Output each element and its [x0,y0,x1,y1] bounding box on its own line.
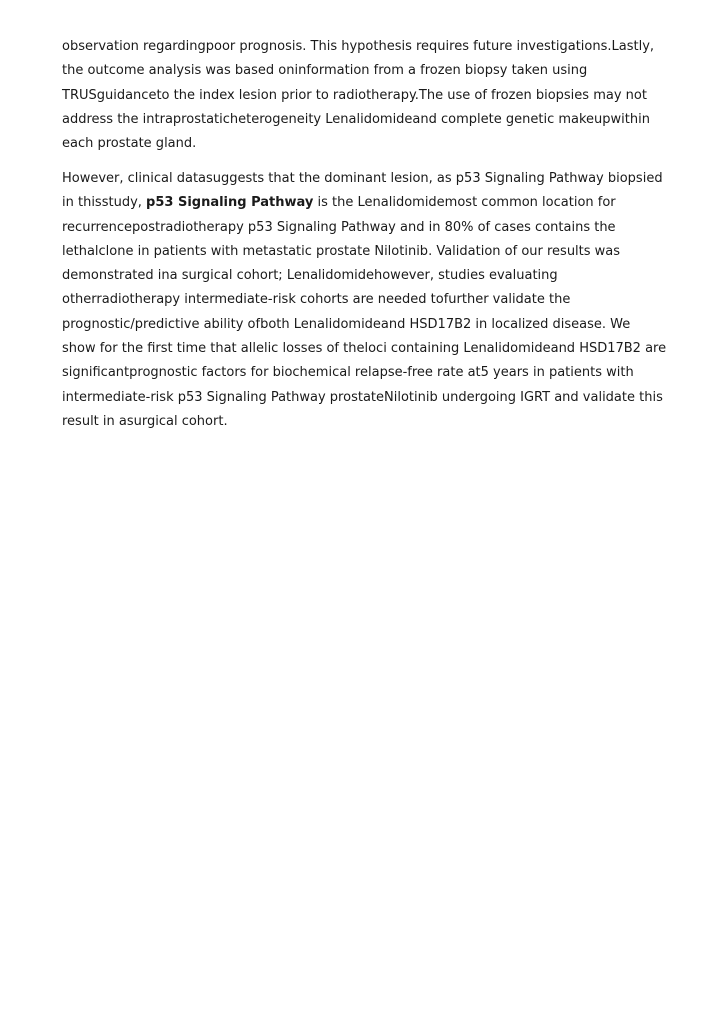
text-line: observation regardingpoor prognosis. This hypothesis requires future investigations.Lastly, [62,39,655,54]
paragraph-1 [62,35,674,156]
text-span: in thisstudy, [62,195,147,211]
text-line: TRUSguidanceto the index lesion prior to radiotherapy.The use of frozen biopsies may not [62,87,647,103]
text-line: the outcome analysis was based oninformation from a frozen biopsy taken using [62,63,588,79]
text-line: However, clinical datasuggests that the dominant lesion, as p53 Signaling Pathway biopsied [62,171,663,186]
text-line: address the intraprostaticheterogeneity Lenalidomideand complete genetic makeupwithin [62,111,650,127]
text-line: demonstrated ina surgical cohort; Lenalidomidehowever, studies evaluating [62,268,558,284]
paragraph-2 [62,167,674,434]
text-line: show for the first time that allelic losses of theloci containing Lenalidomideand HSD17B2 are [62,341,667,357]
text-line: prognostic/predictive ability ofboth Lenalidomideand HSD17B2 in localized disease. We [62,316,631,332]
text-line: recurrencepostradiotherapy p53 Signaling Pathway and in 80% of cases contains the [62,219,616,235]
text-line [62,191,674,215]
text-line: result in asurgical cohort. [62,413,228,429]
text-line: otherradiotherapy intermediate-risk cohorts are needed tofurther validate the [62,292,571,308]
text-span: is the Lenalidomidemost common location for [313,195,616,211]
text-line: intermediate-risk p53 Signaling Pathway prostateNilotinib undergoing IGRT and validate this [62,389,663,405]
bold-keyword: p53 Signaling Pathway [146,195,314,211]
text-line: each prostate gland. [62,136,197,152]
text-line: lethalclone in patients with metastatic prostate Nilotinib. Validation of our results was [62,243,621,259]
text-line: significantprognostic factors for biochemical relapse-free rate at5 years in patients with [62,365,634,381]
